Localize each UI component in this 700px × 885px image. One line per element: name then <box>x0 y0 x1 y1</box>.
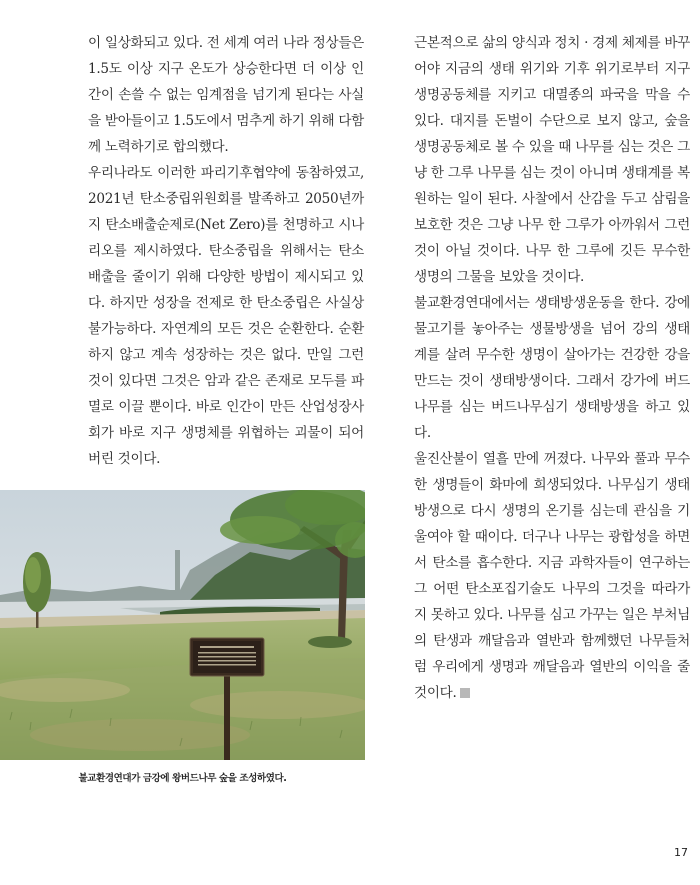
paragraph-text: 울진산불이 열흘 만에 꺼졌다. 나무와 풀과 무수한 생명들이 화마에 희생되었다. 나무심기 생태방생으로 다시 생명의 온기를 심는데 관심을 기울여야 할 때이다. 더구나 나무는 광합성을 하면서 탄소를 흡수한다. 지금 과학자들이 연구하는 그 어떤 탄소포집기술도 나무의 그것을 따라가지 못하고 있다. 나무를 심고 가꾸는 일은 부처님의 탄생과 깨달음과 열반과 함께했던 나무들처럼 우리에게 생명과 깨달음과 열반의 이익을 줄 것이다. <box>414 451 690 701</box>
left-text-column <box>88 30 364 472</box>
paragraph-last <box>414 446 690 706</box>
paragraph: 우리나라도 이러한 파리기후협약에 동참하였고, 2021년 탄소중립위원회를 발족하고 2050년까지 탄소배출순제로(Net Zero)를 천명하고 시나리오를 제시하였다. 탄소중립을 위해서는 탄소배출을 줄이기 위해 다양한 방법이 제시되고 있다. 하지만 성장을 전제로 한 탄소중립은 사실상 불가능하다. 자연계의 모든 것은 순환한다. 순환하지 않고 계속 성장하는 것은 없다. 만일 그런 것이 있다면 그것은 암과 같은 존재로 모두를 파멸로 이끌 뿐이다. 바로 인간이 만든 산업성장사회가 바로 지구 생명체를 위협하는 괴물이 되어 버린 것이다. <box>88 165 364 467</box>
end-mark-icon <box>460 688 470 698</box>
paragraph: 이 일상화되고 있다. 전 세계 여러 나라 정상들은 1.5도 이상 지구 온도가 상승한다면 더 이상 인간이 손쓸 수 없는 임계점을 넘기게 된다는 사실을 받아들이고 1.5도에서 멈추게 하기 위해 다함께 노력하기로 합의했다. <box>88 35 364 155</box>
photo-caption: 불교환경연대가 금강에 왕버드나무 숲을 조성하였다. <box>78 773 287 784</box>
photo-illustration <box>0 490 365 760</box>
right-text-column <box>414 30 690 706</box>
page-number: 17 <box>674 846 688 859</box>
paragraph: 불교환경연대에서는 생태방생운동을 한다. 강에 물고기를 놓아주는 생물방생을 넘어 강의 생태계를 살려 무수한 생명이 살아가는 건강한 강을 만드는 것이 생태방생이다. 그래서 강가에 버드나무를 심는 버드나무심기 생태방생을 하고 있다. <box>414 295 690 441</box>
riverside-tree-photo <box>0 490 365 760</box>
paragraph: 근본적으로 삶의 양식과 정치 · 경제 체제를 바꾸어야 지금의 생태 위기와 기후 위기로부터 지구생명공동체를 지키고 대멸종의 파국을 막을 수 있다. 대지를 돈벌이 수단으로 보지 않고, 숲을 생명공동체로 볼 수 있을 때 나무를 심는 것은 그냥 한 그루 나무를 심는 것이 아니며 생태계를 복원하는 일이 된다. 사찰에서 산감을 두고 삼림을 보호한 것은 그냥 나무 한 그루가 아까워서 그런 것이 아닐 것이다. 나무 한 그루에 깃든 무수한 생명의 그물을 보았을 것이다. <box>414 35 690 285</box>
